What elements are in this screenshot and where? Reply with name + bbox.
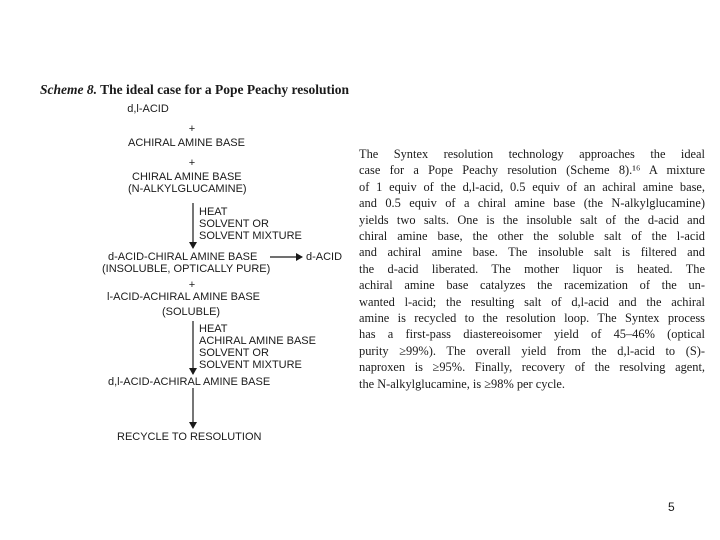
paragraph-line: the N-alkylglucamine, is ≥98% per cycle. — [359, 376, 566, 391]
solvent-or-label: SOLVENT OR — [199, 218, 269, 230]
solvent-mixture-label: SOLVENT MIXTURE — [199, 230, 302, 242]
page-number: 5 — [668, 500, 675, 514]
heat-label: HEAT — [199, 206, 228, 218]
paragraph-line: and achiral amine base. The insoluble salt is filtered and — [359, 245, 705, 260]
heat-label: HEAT — [199, 323, 228, 335]
achiral-base-label: ACHIRAL AMINE BASE — [199, 335, 316, 347]
plus-sign: + — [188, 279, 196, 291]
paragraph-line: naproxen is ≥95%. Finally, recovery of the resolving agent, — [359, 360, 705, 375]
body-paragraph — [359, 146, 705, 392]
solvent-mixture-label: SOLVENT MIXTURE — [199, 359, 302, 371]
paragraph-line: case for a Pope Peachy resolution (Scheme 8).¹⁶ A mixture — [359, 163, 705, 178]
plus-sign: + — [188, 123, 196, 135]
paragraph-line: has a first-pass diastereoisomer yield of 45–46% (optical — [359, 327, 705, 342]
plus-sign: + — [188, 157, 196, 169]
soluble-label: (SOLUBLE) — [162, 306, 221, 318]
d-acid-product-label: d-ACID — [306, 251, 343, 263]
d-acid-salt-label: d-ACID-CHIRAL AMINE BASE — [108, 251, 258, 263]
paragraph-line: the d-acid liberated. The mother liquor is heated. The — [359, 261, 705, 276]
dl-salt-label: d,l-ACID-ACHIRAL AMINE BASE — [108, 376, 271, 388]
paragraph-line: and 0.5 equiv of a chiral amine base (the N-alkylglucamine) — [359, 196, 705, 211]
solvent-or-label: SOLVENT OR — [199, 347, 269, 359]
paragraph-line: yields two salts. One is the insoluble salt of the d-acid and — [359, 212, 705, 227]
paragraph-line: purity ≥99%). The overall yield from the d,l-acid to (S)- — [359, 343, 705, 358]
dl-acid-label: d,l-ACID — [127, 103, 169, 115]
scheme-title-text: The ideal case for a Pope Peachy resolution — [97, 82, 349, 97]
paragraph-line: chiral amine base, the other the soluble salt of the l-acid — [359, 229, 705, 244]
recycle-label: RECYCLE TO RESOLUTION — [117, 431, 262, 443]
insoluble-label: (INSOLUBLE, OPTICALLY PURE) — [102, 263, 271, 275]
paragraph-line: amine is recycled to the resolution loop. The Syntex process — [359, 311, 705, 326]
l-acid-salt-label: l-ACID-ACHIRAL AMINE BASE — [107, 291, 261, 303]
n-alkylglucamine-label: (N-ALKYLGLUCAMINE) — [128, 183, 247, 195]
paragraph-line: achiral amine base catalyzes the racemization of the un- — [359, 278, 705, 293]
paragraph-line: The Syntex resolution technology approaches the ideal — [359, 147, 705, 161]
chiral-base-label: CHIRAL AMINE BASE — [132, 171, 242, 183]
paragraph-line: wanted l-acid; the resulting salt of d,l-acid and the achiral — [359, 294, 705, 309]
paragraph-line: of 1 equiv of the d,l-acid, 0.5 equiv of an achiral amine base, — [359, 179, 705, 194]
scheme-label: Scheme 8. — [40, 82, 97, 97]
achiral-base-label: ACHIRAL AMINE BASE — [128, 137, 245, 149]
